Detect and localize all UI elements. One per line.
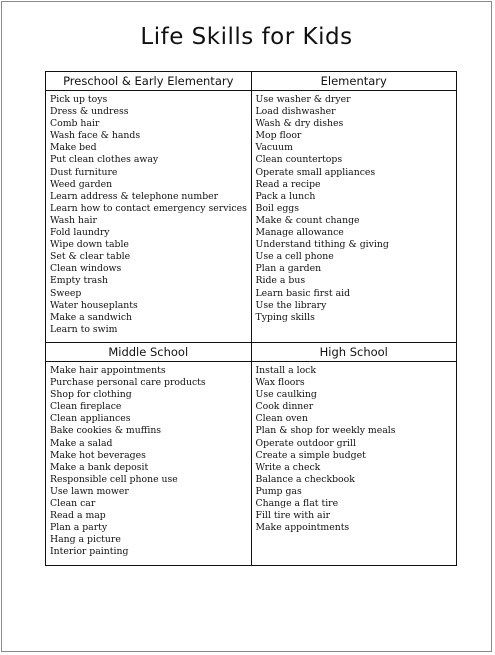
section-heading: Elementary bbox=[252, 72, 457, 91]
skill-item: Operate small appliances bbox=[255, 166, 376, 178]
skill-item: Read a map bbox=[50, 510, 106, 522]
skill-item: Make a bank deposit bbox=[50, 461, 149, 473]
skill-item: Make a sandwich bbox=[50, 311, 133, 323]
skill-item: Manage allowance bbox=[255, 227, 344, 239]
skill-list bbox=[252, 91, 457, 328]
section-heading: High School bbox=[252, 343, 457, 362]
skill-item: Bake cookies & muffins bbox=[50, 425, 162, 437]
section-middle-school bbox=[46, 343, 252, 566]
skill-item: Pick up toys bbox=[50, 94, 108, 105]
skill-item: Pump gas bbox=[255, 485, 302, 497]
skill-item: Pack a lunch bbox=[255, 190, 316, 202]
skill-item: Clean car bbox=[50, 498, 96, 510]
skill-item: Wipe down table bbox=[50, 239, 129, 251]
skill-item: Typing skills bbox=[255, 311, 315, 323]
skill-item: Make & count change bbox=[255, 214, 360, 226]
document-page bbox=[1, 1, 492, 652]
skill-item: Dust furniture bbox=[50, 166, 118, 178]
skill-item: Sweep bbox=[50, 287, 82, 299]
skill-item: Use caulking bbox=[255, 389, 317, 401]
skill-item: Boil eggs bbox=[255, 202, 300, 214]
skill-item: Use washer & dryer bbox=[255, 94, 351, 105]
skill-item: Interior painting bbox=[50, 546, 129, 558]
skill-item: Understand tithing & giving bbox=[255, 239, 389, 251]
skill-item: Plan a party bbox=[50, 522, 108, 534]
skill-item: Wash hair bbox=[50, 214, 97, 226]
skill-item: Clean oven bbox=[255, 413, 308, 425]
skill-item: Balance a checkbook bbox=[255, 473, 355, 485]
section-heading: Middle School bbox=[46, 343, 251, 362]
skill-item: Wash & dry dishes bbox=[255, 118, 344, 130]
skill-item: Fill tire with air bbox=[255, 510, 331, 522]
skill-item: Write a check bbox=[255, 461, 321, 473]
skill-item: Make hot beverages bbox=[50, 449, 146, 461]
skill-item: Plan a garden bbox=[255, 263, 322, 275]
skill-item: Learn basic first aid bbox=[255, 287, 351, 299]
skills-table bbox=[45, 71, 457, 566]
skill-item: Set & clear table bbox=[50, 251, 131, 263]
skill-item: Learn to swim bbox=[50, 323, 118, 335]
skill-item: Create a simple budget bbox=[255, 449, 366, 461]
skill-item: Ride a bus bbox=[255, 275, 306, 287]
skill-list bbox=[46, 91, 251, 340]
skill-item: Make bed bbox=[50, 142, 97, 154]
skill-item: Water houseplants bbox=[50, 299, 138, 311]
skill-item: Use the library bbox=[255, 299, 327, 311]
skill-item: Cook dinner bbox=[255, 401, 314, 413]
skill-item: Make a salad bbox=[50, 437, 113, 449]
skill-item: Load dishwasher bbox=[255, 106, 336, 118]
skill-item: Weed garden bbox=[50, 178, 113, 190]
skill-list bbox=[46, 362, 251, 563]
skill-item: Purchase personal care products bbox=[50, 377, 206, 389]
skill-item: Clean windows bbox=[50, 263, 122, 275]
skill-item: Make appointments bbox=[255, 522, 350, 534]
skill-item: Wax floors bbox=[255, 377, 305, 389]
skill-item: Shop for clothing bbox=[50, 389, 132, 401]
skill-item: Learn how to contact emergency services bbox=[50, 202, 247, 214]
section-elementary bbox=[251, 72, 457, 343]
skill-item: Make hair appointments bbox=[50, 365, 166, 376]
skill-item: Mop floor bbox=[255, 130, 302, 142]
skill-item: Clean appliances bbox=[50, 413, 131, 425]
skill-item: Empty trash bbox=[50, 275, 108, 287]
skill-item: Operate outdoor grill bbox=[255, 437, 356, 449]
section-high-school bbox=[251, 343, 457, 566]
skill-item: Change a flat tire bbox=[255, 498, 339, 510]
skill-item: Use lawn mower bbox=[50, 485, 129, 497]
skill-item: Fold laundry bbox=[50, 227, 110, 239]
skill-item: Learn address & telephone number bbox=[50, 190, 219, 202]
skill-item: Clean fireplace bbox=[50, 401, 122, 413]
skill-item: Install a lock bbox=[255, 365, 317, 376]
page-title: Life Skills for Kids bbox=[140, 24, 353, 50]
skill-item: Read a recipe bbox=[255, 178, 321, 190]
section-preschool bbox=[46, 72, 252, 343]
section-heading: Preschool & Early Elementary bbox=[46, 72, 251, 91]
skill-item: Hang a picture bbox=[50, 534, 121, 546]
skill-item: Wash face & hands bbox=[50, 130, 141, 142]
skill-item: Responsible cell phone use bbox=[50, 473, 178, 485]
skill-item: Dress & undress bbox=[50, 106, 129, 118]
skill-item: Vacuum bbox=[255, 142, 293, 154]
skill-item: Comb hair bbox=[50, 118, 100, 130]
skill-item: Use a cell phone bbox=[255, 251, 334, 263]
skill-list bbox=[252, 362, 457, 538]
skill-item: Plan & shop for weekly meals bbox=[255, 425, 396, 437]
skill-item: Clean countertops bbox=[255, 154, 343, 166]
skill-item: Put clean clothes away bbox=[50, 154, 159, 166]
